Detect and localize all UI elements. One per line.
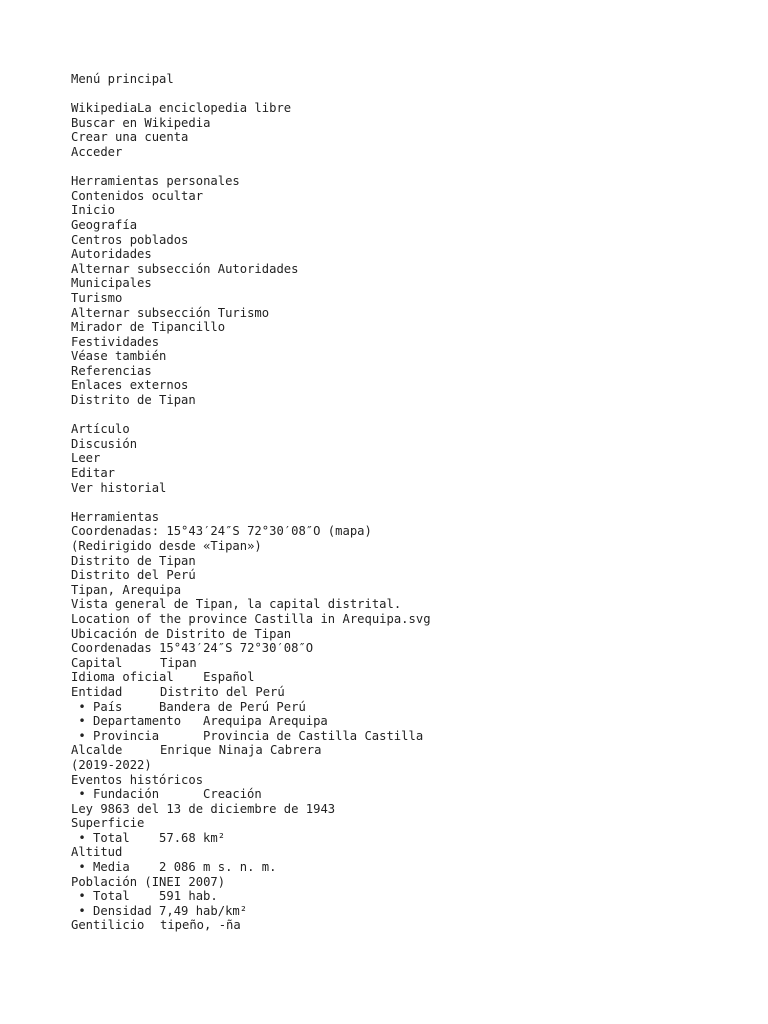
bullet-icon: • [78,714,86,729]
infobox-sub-row [71,860,761,875]
infobox-row-value: Arequipa Arequipa [203,714,328,729]
infobox-row [71,743,761,758]
infobox-row-value: 57.68 km² [159,830,226,845]
infobox-row-label: Entidad [71,684,123,699]
toc-item[interactable]: Mirador de Tipancillo [71,320,226,335]
toc-item[interactable]: Festividades [71,334,160,349]
spacer [71,160,761,175]
bullet-icon: • [78,889,86,904]
tab-discussion[interactable]: Discusión [71,436,138,451]
infobox-section-header: Población (INEI 2007) [71,874,226,889]
toc-item[interactable]: Centros poblados [71,232,189,247]
infobox-row-label: Departamento [93,714,182,729]
toc-toggle-subsection[interactable]: Alternar subsección Turismo [71,305,270,320]
tab-history[interactable]: Ver historial [71,480,167,495]
infobox-row-label: Total [93,889,130,904]
personal-tools-button[interactable]: Herramientas personales [71,174,240,189]
toc-toggle-button[interactable]: Contenidos ocultar [71,188,204,203]
infobox-location: Tipan, Arequipa [71,582,182,597]
bullet-icon: • [78,699,86,714]
spacer [71,495,761,510]
infobox-map-image[interactable]: Location of the province Castilla in Arequipa.svg [71,611,431,626]
infobox-mayor-term: (2019-2022) [71,757,152,772]
infobox-row-value: tipeño, -ña [160,918,241,933]
infobox-row-label: Fundación [93,787,160,802]
infobox-row-label: Capital [71,655,123,670]
bullet-icon: • [78,860,86,875]
toc-item[interactable]: Municipales [71,276,152,291]
infobox-row [71,685,761,700]
infobox-row [71,670,761,685]
infobox-row [71,656,761,671]
infobox-row-value: 7,49 hab/km² [159,903,248,918]
infobox-sub-row [71,714,761,729]
infobox-row-value: Enrique Ninaja Cabrera [160,743,322,758]
infobox-section-header: Altitud [71,845,123,860]
create-account-link[interactable]: Crear una cuenta [71,130,189,145]
infobox-row-label: Idioma oficial [71,670,174,685]
page-content [71,72,761,933]
toc-toggle-subsection[interactable]: Alternar subsección Autoridades [71,261,299,276]
infobox-row-value: Provincia de Castilla Castilla [203,728,424,743]
infobox-subtitle: Distrito del Perú [71,568,196,583]
toc-item[interactable]: Véase también [71,349,167,364]
infobox-row-label: Alcalde [71,743,123,758]
toc-item[interactable]: Referencias [71,363,152,378]
tab-edit[interactable]: Editar [71,466,116,481]
toc-item[interactable]: Enlaces externos [71,378,189,393]
infobox-sub-row [71,831,761,846]
infobox-map-caption: Ubicación de Distrito de Tipan [71,626,292,641]
tab-article[interactable]: Artículo [71,422,130,437]
infobox-section-header: Superficie [71,816,145,831]
infobox-sub-row [71,700,761,715]
infobox-row-value: 591 hab. [159,889,218,904]
infobox-row-value: Bandera de Perú Perú [159,699,306,714]
infobox-row [71,641,761,656]
bullet-icon: • [78,903,86,918]
infobox-event-detail: Ley 9863 del 13 de diciembre de 1943 [71,801,336,816]
infobox-row-value: Tipan [160,655,197,670]
infobox-row-label: Media [93,860,130,875]
infobox-image-caption: Vista general de Tipan, la capital distrital. [71,597,402,612]
infobox-row-value: 2 086 m s. n. m. [159,860,277,875]
redirect-notice: (Redirigido desde «Tipan») [71,539,262,553]
infobox-row-value: Creación [203,787,262,802]
toc-item[interactable]: Turismo [71,290,123,305]
bullet-icon: • [78,830,86,845]
search-input[interactable]: Buscar en Wikipedia [71,115,211,130]
infobox-sub-row [71,904,761,919]
infobox-row-label: País [93,699,123,714]
main-menu-button[interactable]: Menú principal [71,72,174,86]
coordinates-link[interactable]: Coordenadas: 15°43′24″S 72°30′08″O (mapa) [71,524,372,539]
infobox-row-value: 15°43′24″S 72°30′08″O [159,641,314,656]
infobox-row-value: Distrito del Perú [160,684,285,699]
infobox-row [71,918,761,933]
infobox-row-label: Total [93,830,130,845]
infobox-row-label: Coordenadas [71,641,152,656]
infobox-sub-row [71,729,761,744]
infobox-row-label: Gentilicio [71,918,145,933]
infobox-row-label: Densidad [93,903,152,918]
bullet-icon: • [78,787,86,802]
infobox-row-value: Español [203,670,255,685]
spacer [71,408,761,423]
toc-item[interactable]: Inicio [71,203,116,218]
infobox-section-header: Eventos históricos [71,772,204,787]
toc-item[interactable]: Autoridades [71,247,152,262]
tab-read[interactable]: Leer [71,451,101,466]
tools-button[interactable]: Herramientas [71,509,160,524]
wikipedia-logo-link[interactable]: WikipediaLa enciclopedia libre [71,101,292,116]
login-link[interactable]: Acceder [71,144,123,159]
toc-item[interactable]: Geografía [71,217,138,232]
infobox-row-label: Provincia [93,728,160,743]
infobox-title: Distrito de Tipan [71,553,196,568]
infobox-sub-row [71,889,761,904]
page-title: Distrito de Tipan [71,393,196,408]
infobox-sub-row [71,787,761,802]
bullet-icon: • [78,728,86,743]
spacer [71,87,761,102]
